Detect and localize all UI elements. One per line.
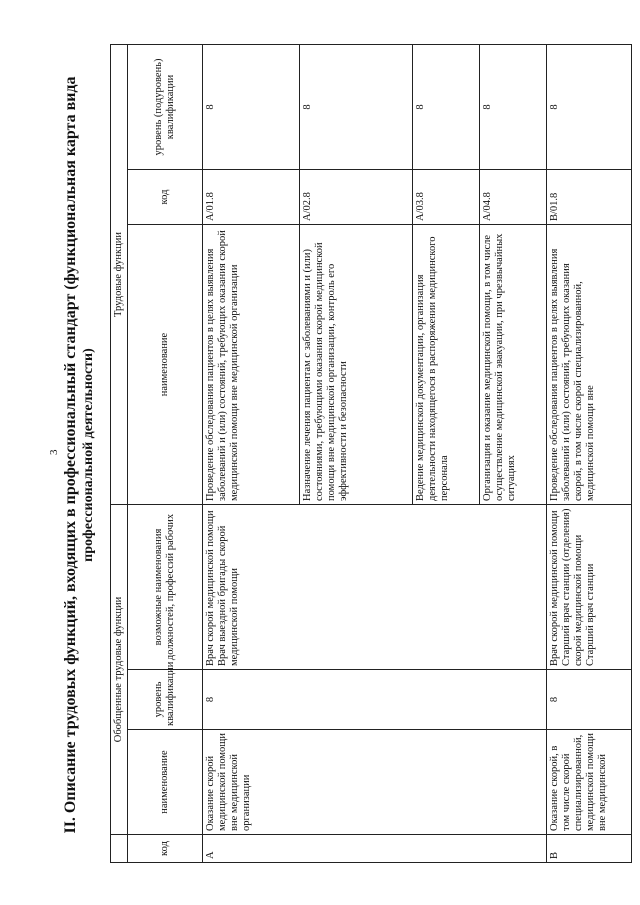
table-column-header-row	[128, 44, 203, 862]
section-title: II. Описание трудовых функций, входящих в профессиональный стандарт (функциональная карта вида	[62, 76, 79, 834]
header-level: уровень квалификации	[128, 670, 203, 730]
function-code: B/01.8	[547, 170, 632, 225]
functions-table	[110, 44, 632, 863]
header-labor-functions: Трудовые функции	[111, 44, 128, 504]
position-item: Врач выездной бригады скорой медицинской помощи	[217, 525, 240, 666]
function-name: Проведение обследования пациентов в целях выявления заболеваний и (или) состояний, требующих оказания скорой медицинской помощи вне медицинской организации	[203, 225, 300, 505]
table-row	[547, 44, 632, 862]
position-item: Старший врач станции	[585, 563, 596, 666]
header-function-name: наименование	[128, 225, 203, 505]
header-positions: возможные наименования должностей, профессий рабочих	[128, 505, 203, 670]
function-level: 8	[547, 44, 632, 169]
header-name: наименование	[128, 730, 203, 835]
row-a-code: A	[203, 835, 547, 863]
position-item: Врач скорой медицинской помощи	[549, 510, 560, 666]
position-item: Старший врач станции (отделения) скорой медицинской помощи	[561, 508, 584, 666]
function-name: Проведение обследования пациентов в целях выявления заболеваний и (или) состояний, требующих оказания скорой, в том числе скорой специализированной, медицинской помощи вне	[547, 225, 632, 505]
header-generalized-functions: Обобщенные трудовые функции	[111, 505, 128, 835]
row-a-level: 8	[203, 670, 547, 730]
function-level: 8	[413, 44, 480, 169]
function-code: A/02.8	[300, 170, 413, 225]
function-name: Назначение лечения пациентам с заболеваниями и (или) состояниями, требующими оказания скорой медицинской помощи вне медицинской организации, контроль его эффективности и безопасности	[300, 225, 413, 505]
function-name: Ведение медицинской документации, организация деятельности находящегося в распоряжении медицинского персонала	[413, 225, 480, 505]
row-a-name: Оказание скорой медицинской помощи вне медицинской организации	[203, 730, 547, 835]
function-level: 8	[300, 44, 413, 169]
row-a-positions	[203, 505, 547, 670]
row-b-positions	[547, 505, 632, 670]
table-row	[203, 44, 300, 862]
header-code: код	[128, 835, 203, 863]
table-group-header-row	[111, 44, 128, 862]
title-block	[62, 25, 98, 885]
row-b-name: Оказание скорой, в том числе скорой специализированной, медицинской помощи вне медицинской	[547, 730, 632, 835]
function-name: Организация и оказание медицинской помощи, в том числе осуществление медицинской эвакуации, при чрезвычайных ситуациях	[480, 225, 547, 505]
header-spacer	[111, 835, 128, 863]
header-function-code: код	[128, 170, 203, 225]
page-number: 3	[48, 449, 60, 455]
section-subtitle: профессиональной деятельности)	[81, 348, 96, 562]
function-level: 8	[480, 44, 547, 169]
function-code: A/03.8	[413, 170, 480, 225]
function-code: A/04.8	[480, 170, 547, 225]
position-item: Врач скорой медицинской помощи	[205, 510, 216, 666]
function-level: 8	[203, 44, 300, 169]
row-b-level: 8	[547, 670, 632, 730]
function-code: A/01.8	[203, 170, 300, 225]
row-b-code: B	[547, 835, 632, 863]
header-function-level: уровень (подуровень) квалификации	[128, 44, 203, 169]
